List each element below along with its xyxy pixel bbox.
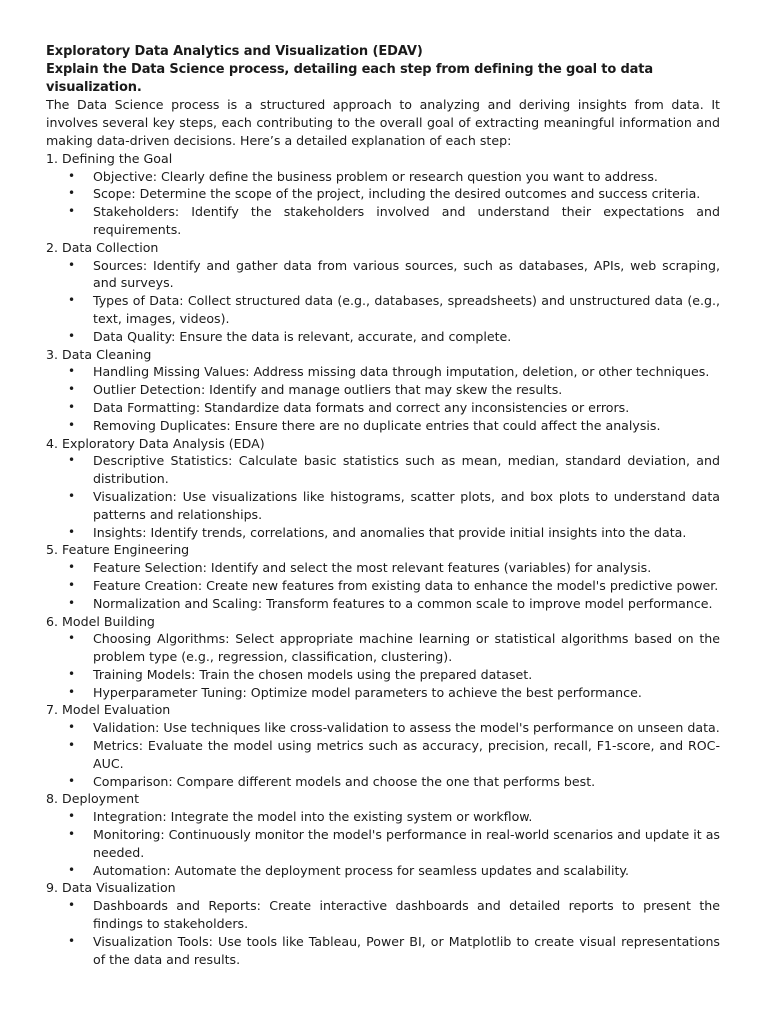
bullet-icon: • [68,577,76,592]
bullet-list [46,897,720,968]
bullet-icon: • [68,720,76,735]
list-item [46,168,720,186]
step-heading: 7. Model Evaluation [46,702,171,718]
list-item [46,328,720,346]
bullet-icon: • [68,417,76,432]
list-item-text: Handling Missing Values: Address missing data through imputation, deletion, or other techniques. [93,364,710,380]
step-section [46,790,720,879]
list-item [46,363,720,381]
list-item [46,524,720,542]
list-item-text: Stakeholders: Identify the stakeholders involved and understand their expectations and requirements. [93,204,720,237]
bullet-icon: • [68,862,76,877]
bullet-list [46,559,720,612]
bullet-icon: • [68,186,76,201]
step-heading: 1. Defining the Goal [46,150,173,166]
list-item-text: Descriptive Statistics: Calculate basic statistics such as mean, median, standard deviation, and distribution. [93,453,720,487]
document-page [46,43,720,968]
list-item [46,862,720,880]
bullet-icon: • [68,328,76,343]
list-item-text: Comparison: Compare different models and choose the one that performs best. [93,773,596,789]
bullet-icon: • [68,595,76,610]
list-item-text: Hyperparameter Tuning: Optimize model parameters to achieve the best performance. [93,684,642,700]
list-item-text: Monitoring: Continuously monitor the model's performance in real-world scenarios and update it as needed. [93,827,720,860]
list-item [46,737,720,773]
bullet-list [46,168,720,239]
list-item [46,595,720,613]
step-section [46,435,720,542]
step-section [46,541,720,612]
list-item [46,719,720,737]
list-item-text: Data Quality: Ensure the data is relevant, accurate, and complete. [93,328,512,344]
list-item [46,897,720,933]
list-item-text: Data Formatting: Standardize data formats and correct any inconsistencies or errors. [93,399,630,415]
step-heading: 3. Data Cleaning [46,346,152,362]
list-item-text: Types of Data: Collect structured data (e.g., databases, spreadsheets) and unstructured data (e.g., text, images, videos). [93,293,720,326]
list-item [46,417,720,435]
step-section [46,613,720,702]
list-item-text: Outlier Detection: Identify and manage outliers that may skew the results. [93,382,563,398]
list-item-text: Validation: Use techniques like cross-validation to assess the model's performance on unseen data. [93,720,720,736]
list-item-text: Objective: Clearly define the business problem or research question you want to address. [93,168,658,184]
step-heading: 6. Model Building [46,613,155,629]
list-item-text: Dashboards and Reports: Create interactive dashboards and detailed reports to present the findings to stakeholders. [93,898,720,932]
bullet-icon: • [68,524,76,539]
step-heading: 5. Feature Engineering [46,542,190,558]
intro-paragraph: The Data Science process is a structured approach to analyzing and deriving insights from data. It involves several key steps, each contributing to the overall goal of extracting meaningful information and making data-driven decisions. Here’s a detailed explanation of each step: [46,97,720,148]
step-section [46,879,720,968]
list-item [46,808,720,826]
bullet-icon: • [68,364,76,379]
bullet-icon: • [68,453,76,468]
list-item-text: Insights: Identify trends, correlations, and anomalies that provide initial insights into the data. [93,524,687,540]
bullet-list [46,630,720,701]
bullet-icon: • [68,560,76,575]
bullet-icon: • [68,684,76,699]
list-item [46,185,720,203]
bullet-icon: • [68,933,76,948]
list-item [46,577,720,595]
bullet-icon: • [68,827,76,842]
step-heading: 4. Exploratory Data Analysis (EDA) [46,435,265,451]
steps-list [46,150,720,969]
list-item-text: Metrics: Evaluate the model using metrics such as accuracy, precision, recall, F1-score, and ROC-AUC. [93,738,720,771]
list-item-text: Feature Creation: Create new features from existing data to enhance the model's predictive power. [93,577,719,593]
bullet-list [46,719,720,790]
list-item [46,292,720,328]
bullet-list [46,808,720,879]
list-item [46,684,720,702]
step-section [46,346,720,435]
step-heading: 2. Data Collection [46,239,159,255]
step-section [46,701,720,790]
list-item-text: Normalization and Scaling: Transform features to a common scale to improve model performance. [93,595,713,611]
bullet-list [46,452,720,541]
list-item-text: Feature Selection: Identify and select the most relevant features (variables) for analysis. [93,560,652,576]
list-item-text: Visualization: Use visualizations like histograms, scatter plots, and box plots to understand data patterns and relationships. [93,488,720,522]
bullet-list [46,363,720,434]
list-item-text: Sources: Identify and gather data from various sources, such as databases, APIs, web scraping, and surveys. [93,257,720,291]
list-item [46,666,720,684]
bullet-icon: • [68,809,76,824]
list-item [46,257,720,293]
bullet-icon: • [68,666,76,681]
list-item-text: Removing Duplicates: Ensure there are no duplicate entries that could affect the analysis. [93,417,661,433]
list-item-text: Visualization Tools: Use tools like Tableau, Power BI, or Matplotlib to create visual representations of the data and results. [93,933,720,967]
step-section [46,150,720,239]
list-item [46,452,720,488]
bullet-icon: • [68,257,76,272]
bullet-icon: • [68,488,76,503]
list-item [46,488,720,524]
list-item [46,559,720,577]
bullet-icon: • [68,631,76,646]
list-item-text: Scope: Determine the scope of the project, including the desired outcomes and success criteria. [93,186,701,202]
bullet-list [46,257,720,346]
list-item [46,381,720,399]
list-item-text: Training Models: Train the chosen models using the prepared dataset. [93,666,533,682]
list-item [46,773,720,791]
list-item-text: Automation: Automate the deployment process for seamless updates and scalability. [93,862,630,878]
bullet-icon: • [68,898,76,913]
list-item [46,826,720,862]
bullet-icon: • [68,204,76,219]
list-item [46,933,720,969]
bullet-icon: • [68,293,76,308]
bullet-icon: • [68,738,76,753]
list-item-text: Integration: Integrate the model into the existing system or workflow. [93,809,533,825]
bullet-icon: • [68,382,76,397]
question-heading: Explain the Data Science process, detailing each step from defining the goal to data visualization. [46,61,653,95]
list-item [46,630,720,666]
step-section [46,239,720,346]
bullet-icon: • [68,399,76,414]
list-item [46,399,720,417]
bullet-icon: • [68,773,76,788]
list-item-text: Choosing Algorithms: Select appropriate machine learning or statistical algorithms based on the problem type (e.g., regression, classification, clustering). [93,631,720,665]
document-title: Exploratory Data Analytics and Visualization (EDAV) [46,44,423,59]
list-item [46,203,720,239]
step-heading: 9. Data Visualization [46,880,176,896]
bullet-icon: • [68,168,76,183]
step-heading: 8. Deployment [46,791,140,807]
